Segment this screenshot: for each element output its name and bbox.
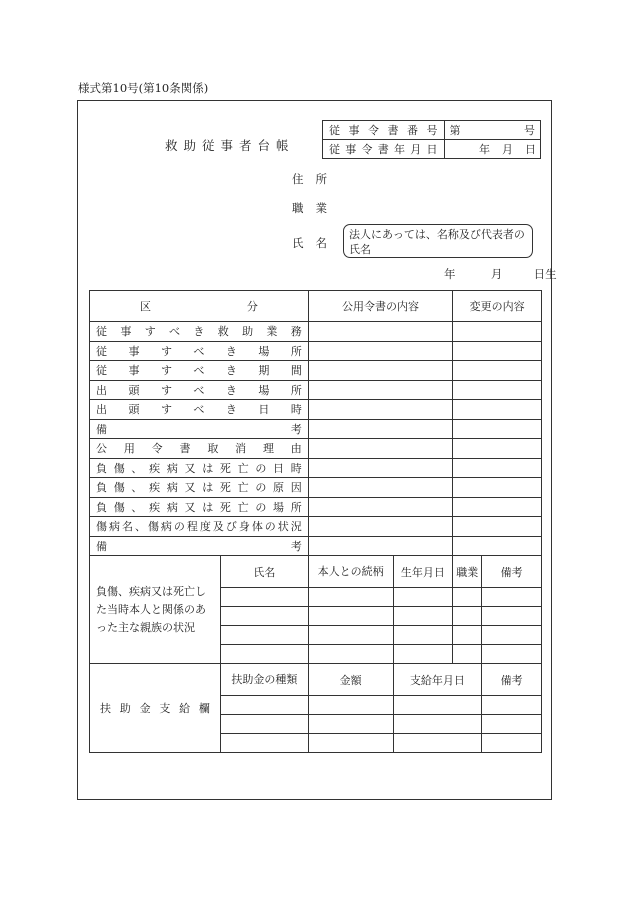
- benefit-header-remarks: 備考: [482, 664, 542, 696]
- name-note-bracket: [343, 224, 533, 258]
- relative-cell[interactable]: [308, 645, 393, 664]
- cell-order[interactable]: [308, 380, 452, 400]
- benefit-cell[interactable]: [393, 696, 482, 715]
- header-order-contents: 公用令書の内容: [308, 291, 452, 322]
- cell-change[interactable]: [453, 419, 542, 439]
- relative-cell[interactable]: [220, 626, 308, 645]
- relatives-header-relation: 本人との続柄: [308, 556, 393, 588]
- row-label: 備 考: [96, 422, 302, 436]
- birth-day: 日生: [533, 267, 557, 281]
- order-number-field[interactable]: [444, 121, 540, 140]
- cell-change[interactable]: [453, 400, 542, 420]
- cell-change[interactable]: [453, 517, 542, 537]
- relative-cell[interactable]: [393, 626, 453, 645]
- benefit-header-type: 扶助金の種類: [220, 664, 308, 696]
- birth-year: 年: [444, 267, 456, 281]
- relative-cell[interactable]: [453, 588, 482, 607]
- relative-cell[interactable]: [453, 607, 482, 626]
- order-number-suffix: 号: [524, 124, 535, 137]
- cell-order[interactable]: [308, 322, 452, 342]
- row-label: 負 傷 、 疾 病 又 は 死 亡 の 場 所: [96, 500, 302, 514]
- order-date-field[interactable]: [444, 140, 540, 159]
- cell-change[interactable]: [453, 361, 542, 381]
- cell-order[interactable]: [308, 361, 452, 381]
- cell-order[interactable]: [308, 439, 452, 459]
- name-note-line1: 法人にあっては、名称及び代表者の: [349, 228, 525, 241]
- order-date-label: 従 事 令 書 年 月 日: [329, 143, 438, 156]
- benefit-section-label: 扶 助 金 支 給 欄: [100, 702, 210, 715]
- row-label: 備 考: [96, 539, 302, 553]
- relatives-header-birthdate: 生年月日: [393, 556, 453, 588]
- benefit-header-amount: 金額: [308, 664, 393, 696]
- benefit-cell[interactable]: [220, 734, 308, 753]
- cell-change[interactable]: [453, 341, 542, 361]
- cell-change[interactable]: [453, 458, 542, 478]
- relatives-section-label: 負傷、疾病又は死亡した当時本人と関係のあった主な親族の状況: [96, 584, 206, 634]
- relative-cell[interactable]: [482, 588, 542, 607]
- row-label: 従 事 す べ き 期 間: [96, 364, 302, 378]
- relatives-header-remarks: 備考: [482, 556, 542, 588]
- relative-cell[interactable]: [220, 588, 308, 607]
- row-label: 出 頭 す べ き 場 所: [96, 383, 302, 397]
- benefit-cell[interactable]: [308, 734, 393, 753]
- relative-cell[interactable]: [453, 645, 482, 664]
- birthdate-line: [444, 266, 557, 282]
- row-label: 従 事 す べ き 救 助 業 務: [96, 325, 302, 339]
- benefit-cell[interactable]: [220, 715, 308, 734]
- relative-cell[interactable]: [308, 607, 393, 626]
- cell-order[interactable]: [308, 419, 452, 439]
- benefit-cell[interactable]: [393, 734, 482, 753]
- ledger-title: 救助従事者台帳: [165, 138, 295, 153]
- order-date-day: 日: [525, 143, 536, 156]
- cell-order[interactable]: [308, 517, 452, 537]
- order-number-label: 従 事 令 書 番 号: [329, 124, 438, 137]
- relatives-header-occupation: 職業: [453, 556, 482, 588]
- benefit-cell[interactable]: [393, 715, 482, 734]
- cell-order[interactable]: [308, 400, 452, 420]
- form-number-label: 様式第10号(第10条関係): [78, 81, 209, 95]
- order-date-month: 月: [502, 143, 513, 156]
- cell-order[interactable]: [308, 341, 452, 361]
- name-note-line2: 氏名: [349, 243, 371, 256]
- header-change-contents: 変更の内容: [453, 291, 542, 322]
- relative-cell[interactable]: [453, 626, 482, 645]
- relative-cell[interactable]: [308, 588, 393, 607]
- cell-change[interactable]: [453, 478, 542, 498]
- birth-month: 月: [490, 267, 503, 281]
- row-label: 負 傷 、 疾 病 又 は 死 亡 の 原 因: [96, 481, 302, 495]
- occupation-label: 職業: [292, 201, 339, 215]
- benefit-header-date: 支給年月日: [393, 664, 482, 696]
- relative-cell[interactable]: [308, 626, 393, 645]
- cell-order[interactable]: [308, 536, 452, 556]
- ledger-table: [89, 290, 542, 753]
- relative-cell[interactable]: [220, 645, 308, 664]
- relative-cell[interactable]: [482, 645, 542, 664]
- row-label: 負 傷 、 疾 病 又 は 死 亡 の 日 時: [96, 461, 302, 475]
- relative-cell[interactable]: [482, 626, 542, 645]
- relative-cell[interactable]: [393, 607, 453, 626]
- relative-cell[interactable]: [482, 607, 542, 626]
- order-number-prefix: 第: [449, 124, 461, 137]
- order-date-year: 年: [479, 143, 490, 156]
- address-label: 住所: [292, 172, 339, 186]
- benefit-cell[interactable]: [482, 715, 542, 734]
- benefit-cell[interactable]: [308, 696, 393, 715]
- cell-order[interactable]: [308, 458, 452, 478]
- cell-change[interactable]: [453, 439, 542, 459]
- cell-change[interactable]: [453, 322, 542, 342]
- cell-change[interactable]: [453, 380, 542, 400]
- benefit-cell[interactable]: [220, 696, 308, 715]
- cell-change[interactable]: [453, 497, 542, 517]
- relative-cell[interactable]: [220, 607, 308, 626]
- relative-cell[interactable]: [393, 645, 453, 664]
- row-label: 公 用 令 書 取 消 理 由: [96, 442, 302, 456]
- relative-cell[interactable]: [393, 588, 453, 607]
- benefit-cell[interactable]: [482, 696, 542, 715]
- relatives-header-name: 氏名: [220, 556, 308, 588]
- cell-order[interactable]: [308, 478, 452, 498]
- row-label: 従 事 す べ き 場 所: [96, 344, 302, 358]
- row-label: 出 頭 す べ き 日 時: [96, 403, 302, 417]
- header-category: 区 分: [140, 300, 258, 313]
- benefit-cell[interactable]: [308, 715, 393, 734]
- cell-change[interactable]: [453, 536, 542, 556]
- name-label: 氏名: [292, 236, 339, 250]
- benefit-cell[interactable]: [482, 734, 542, 753]
- row-label: 傷 病 名 、 傷 病 の 程 度 及 び 身 体 の 状 況: [96, 520, 302, 534]
- cell-order[interactable]: [308, 497, 452, 517]
- order-number-table: [322, 120, 541, 159]
